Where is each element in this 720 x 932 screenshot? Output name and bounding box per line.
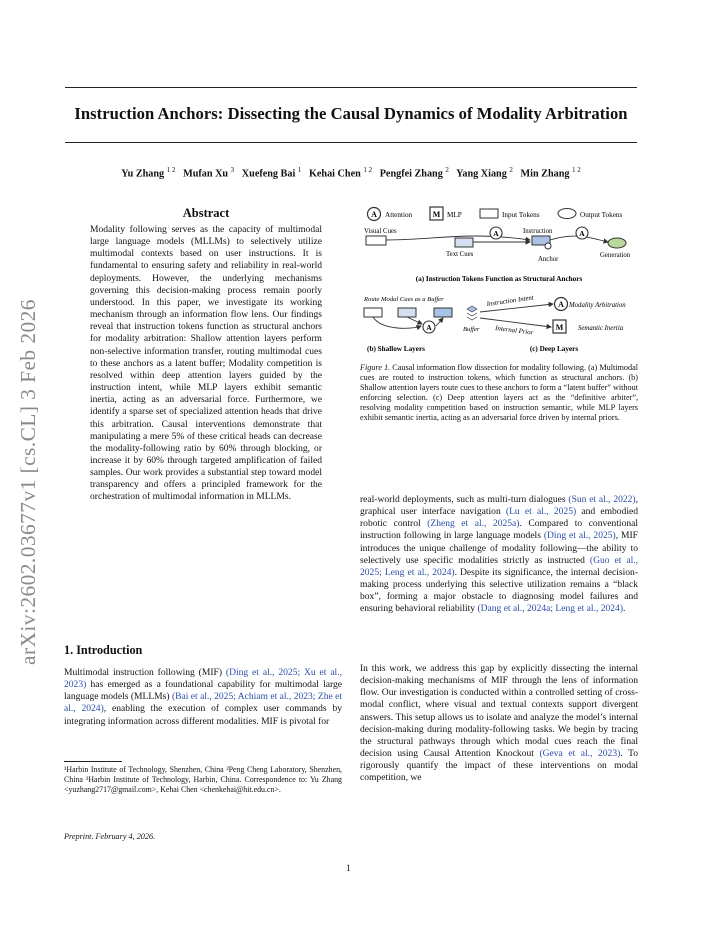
svg-text:Output Tokens: Output Tokens	[580, 211, 623, 219]
svg-text:Internal Prior: Internal Prior	[494, 325, 534, 337]
citation-link[interactable]: (Dang et al., 2024a; Leng et al., 2024)	[477, 603, 623, 615]
author: Xuefeng Bai	[241, 168, 296, 180]
preprint-note: Preprint. February 4, 2026.	[64, 832, 156, 841]
introduction-paragraph-continued: real-world deployments, such as multi-turn dialogues (Sun et al., 2022), graphical user interface navigation (Lu et al., 2025) and embodied robotic control (Zheng et al., 2025a). Compared to conventional instruction following in large language models (Ding et al., 2025), MIF introduces the unique challenge of modality following—the ability to selectively use specific modalities strictly as instructed (Guo et al., 2025; Leng et al., 2024). Despite its significance, the internal decision-making process underlying this selective utilization remains a “black box”, forming a major obstacle to diagnosing model failures and ensuring behavioral reliability (Dang et al., 2024a; Leng et al., 2024).	[360, 494, 638, 615]
author: Kehai Chen	[308, 168, 361, 180]
svg-text:Attention: Attention	[385, 211, 413, 219]
paper-title: Instruction Anchors: Dissecting the Causal Dynamics of Modality Arbitration	[74, 104, 628, 123]
buffer-icon	[467, 306, 477, 320]
svg-text:Modality Arbitration: Modality Arbitration	[569, 302, 626, 309]
svg-text:(b) Shallow Layers: (b) Shallow Layers	[367, 345, 425, 353]
anchor-icon	[545, 243, 551, 249]
author-list: Yu Zhang $^{1 2}$ Mufan Xu $^3$ Xuefeng Bai $^1$ Kehai Chen $^{1 2}$ Pengfei Zhang $^2$ Yang Xiang $^2$ Min Zhang $^{1 2}$	[121, 166, 581, 180]
visual-token	[366, 236, 386, 245]
svg-text:Instruction: Instruction	[523, 228, 553, 235]
citation-link[interactable]: (Geva et al., 2023)	[539, 748, 621, 760]
citation-link[interactable]: (Bai et al., 2025; Achiam et al., 2023; Zhe et al., 2024)	[64, 691, 342, 715]
citation-link[interactable]: (Guo et al., 2025; Leng et al., 2024)	[360, 554, 638, 578]
arxiv-identifier: arXiv:2602.03677v1 [cs.CL] 3 Feb 2026	[16, 299, 40, 665]
panel-a	[364, 227, 631, 283]
output-tokens-legend-icon	[558, 209, 576, 219]
footnote-rule	[64, 761, 122, 762]
svg-text:Route Modal Cues as a Buffer: Route Modal Cues as a Buffer	[364, 296, 444, 303]
input-token	[364, 308, 382, 317]
citation-link[interactable]: (Ding et al., 2025)	[543, 530, 616, 542]
figure-label: Figure 1.	[360, 363, 391, 372]
generation-token	[608, 238, 626, 248]
svg-text:Input Tokens: Input Tokens	[502, 211, 540, 219]
svg-text:Anchor: Anchor	[538, 256, 559, 263]
svg-text:M: M	[555, 323, 564, 332]
citation-link[interactable]: (Ding et al., 2025; Xu et al., 2023)	[64, 667, 342, 691]
page-number: 1	[346, 864, 351, 874]
introduction-paragraph: Multimodal instruction following (MIF) (Ding et al., 2025; Xu et al., 2023) has emerged as a foundational capability for multimodal large language models (MLLMs) (Bai et al., 2025; Achiam et al., 2023; Zhe et al., 2024), enabling the execution of complex user commands by integrating information across different modalities. MIF is pivotal for	[64, 667, 342, 727]
author: Pengfei Zhang	[379, 168, 443, 180]
input-tokens-legend-icon	[480, 209, 498, 218]
svg-text:A: A	[493, 229, 499, 238]
svg-text:A: A	[579, 229, 585, 238]
svg-text:Text Cues: Text Cues	[446, 251, 474, 258]
citation-link[interactable]: (Lu et al., 2025)	[505, 506, 577, 518]
author: Mufan Xu	[183, 168, 229, 180]
svg-text:Generation: Generation	[600, 252, 631, 259]
svg-text:A: A	[426, 323, 432, 332]
svg-text:(a) Instruction Tokens Functio: (a) Instruction Tokens Function as Structural Anchors	[415, 275, 583, 283]
figure-legend	[368, 207, 623, 221]
svg-text:Visual Cues: Visual Cues	[364, 228, 397, 235]
panel-c	[480, 294, 626, 353]
svg-text:Instruction Intent: Instruction Intent	[486, 294, 535, 308]
panel-b	[363, 296, 480, 353]
affiliation-footnote: ¹Harbin Institute of Technology, Shenzhen, China ²Peng Cheng Laboratory, Shenzhen, China ³Harbin Institute of Technology, Harbin, China. Correspondence to: Yu Zhang <yuzhang2717@gmail.com>, Kehai Chen <chenkehai@hit.edu.cn>.	[64, 765, 342, 794]
introduction-heading: 1. Introduction	[64, 643, 143, 657]
anchor-token	[434, 308, 452, 317]
author: Min Zhang	[520, 168, 570, 180]
abstract-text: Modality following serves as the capacity of multimodal large language models (MLLMs) to selectively utilize multimodal contexts based on user instructions. It is fundamental to ensuring safety and reliability in real-world deployments. However, the underlying mechanisms governing this decision-making process remain poorly understood. In this paper, we investigate its working mechanism through an information flow lens. Our findings reveal that instruction tokens function as structural anchors for modality arbitration: Shallow attention layers perform non-selective information transfer, routing multimodal cues to these anchors as a latent buffer; Modality competition is resolved within deep attention layers guided by the instruction intent, while MLP layers exhibit semantic inertia, acting as an adversarial force. Furthermore, we identify a sparse set of specialized attention heads that drive this arbitration. Causal interventions demonstrate that manipulating a mere 5% of these critical heads can decrease the modality-following ratio by 60% through blocking, or increase it by 60% through targeted amplification of failed samples. Our work provides a substantial step toward model transparency and offers a principled framework for the orchestration of multimodal information in MLLMs.	[90, 224, 322, 503]
svg-text:MLP: MLP	[447, 211, 462, 219]
title-top-rule	[65, 87, 637, 88]
title-bottom-rule	[65, 142, 637, 143]
author: Yu Zhang	[121, 168, 165, 180]
introduction-paragraph-2: In this work, we address this gap by explicitly dissecting the internal decision-making mechanisms of MIF through the lens of information flow. Our investigation is conducted within a controlled setting of cross-modal conflict, where visual and textual contexts support divergent answers. This setup allows us to isolate and analyze the model’s internal decision-making during modality-following tasks. We begin by tracing the structural pathways through which modal cues reach the final decision using Causal Attention Knockout (Geva et al., 2023). To rigorously quantify the impact of these interventions on modal competition, we	[360, 663, 639, 784]
input-token	[398, 308, 416, 317]
figure-1-diagram	[356, 200, 642, 360]
svg-text:M: M	[432, 210, 441, 219]
citation-link[interactable]: (Zheng et al., 2025a)	[427, 518, 520, 530]
figure-1-caption: Figure 1. Causal information flow dissection for modality following. (a) Multimodal cues are routed to instruction tokens, which function as structural anchors. (b) Shallow attention layers route cues to these anchors to form a “latent buffer” without enforcing selection. (c) Deep attention layers act as the “definitive arbiter”, resolving modality competition based on instruction semantic, while MLP layers exhibit semantic inertia, acting as an adversarial force driven by internal priors.	[360, 363, 639, 423]
citation-link[interactable]: (Sun et al., 2022)	[568, 494, 636, 505]
svg-text:Buffer: Buffer	[463, 326, 480, 333]
abstract-heading: Abstract	[182, 206, 230, 220]
svg-text:(c) Deep Layers: (c) Deep Layers	[529, 345, 579, 353]
text-token	[455, 238, 473, 247]
svg-text:A: A	[558, 300, 564, 309]
author: Yang Xiang	[456, 168, 507, 180]
svg-text:A: A	[371, 210, 377, 219]
svg-text:Semantic Inertia: Semantic Inertia	[578, 325, 624, 332]
